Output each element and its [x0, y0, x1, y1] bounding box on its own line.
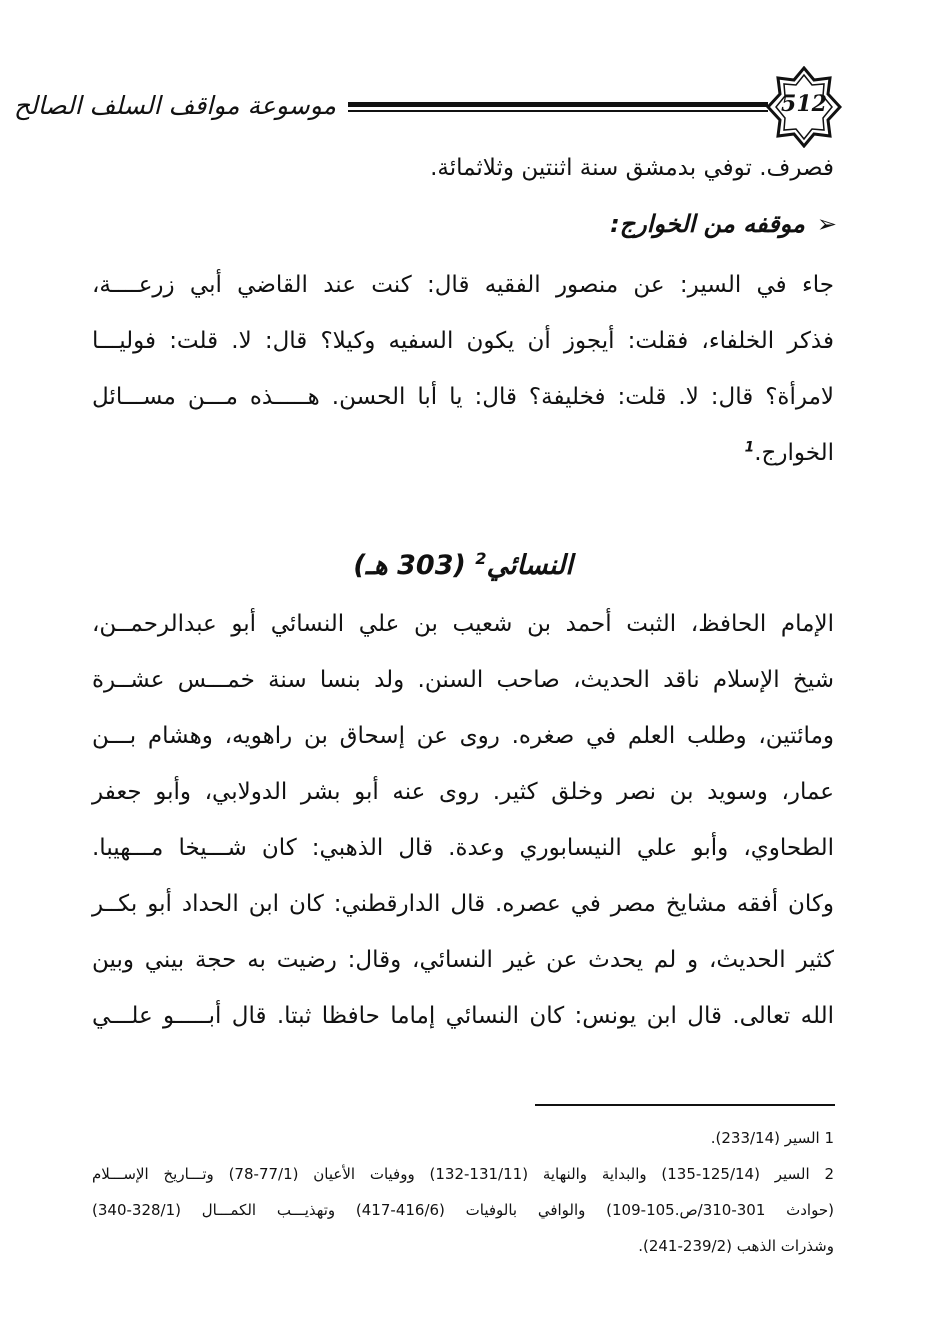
text-line	[92, 425, 834, 481]
header-rule-thin	[348, 110, 768, 112]
text-line: فصرف. توفي بدمشق سنة اثنتين وثلاثمائة.	[430, 155, 834, 181]
header-rule	[348, 102, 768, 113]
footnotes	[92, 1120, 834, 1264]
section-title-nasai	[92, 536, 834, 596]
text-line: فذكر الخلفاء، فقلت: أيجوز أن يكون السفيه وكيلا؟ قال: لا. قلت: فوليـــا	[92, 328, 834, 354]
subheading-khawarij	[610, 196, 837, 252]
paragraph-khawarij	[92, 257, 834, 481]
section-title-year: (303 هـ)	[353, 550, 466, 581]
footnote-separator	[535, 1104, 835, 1106]
text-line: الله تعالى. قال ابن يونس: كان النسائي إماما حافظا ثبتا. قال أبـــــو علـــي	[92, 1003, 834, 1029]
footnote-2-line: (حوادث 301-310/ص.105-109) والوافي بالوفيات (416/6-417) وتهذيـــب الكمـــال (328/1-340)	[92, 1201, 834, 1219]
text-line: جاء في السير: عن منصور الفقيه قال: كنت عند القاضي أبي زرعــــة،	[92, 272, 834, 298]
text-line: عمار، وسويد بن نصر وخلق كثير. روى عنه أبو بشر الدولابي، وأبو جعفر	[92, 779, 834, 805]
text-line: الإمام الحافظ، الثبت أحمد بن شعيب بن علي النسائي أبو عبدالرحمــن،	[92, 611, 834, 637]
text-line: كثير الحديث، و لم يحدث عن غير النسائي، وقال: رضيت به حجة بيني وبين	[92, 947, 834, 973]
arrow-bullet-icon: ➢	[816, 210, 837, 238]
footnote-1: 1 السير (233/14).	[710, 1129, 834, 1147]
text-line: الطحاوي، وأبو علي النيسابوري وعدة. قال الذهبي: كان شـــيخا مـــهيبا.	[92, 835, 834, 861]
page-header	[13, 66, 846, 148]
paragraph-nasai	[92, 596, 834, 1044]
section-title-name: النسائي	[486, 550, 573, 581]
subheading-text: موقفه من الخوارج:	[610, 210, 805, 238]
book-title: موسوعة مواقف السلف الصالح	[13, 91, 336, 120]
page-number: 512	[781, 91, 827, 117]
footnote-ref: 1	[744, 439, 755, 456]
text-line: وكان أفقه مشايخ مصر في عصره. قال الدارقطني: كان ابن الحداد أبو بكــر	[92, 891, 834, 917]
text-line: شيخ الإسلام ناقد الحديث، صاحب السنن. ولد بنسا سنة خمـــس عشــرة	[92, 667, 834, 693]
text-line: لامرأة؟ قال: لا. قلت: فخليفة؟ قال: يا أبا الحسن. هـــــذه مـــن مســـائل	[92, 384, 834, 410]
footnote-ref: 2	[475, 549, 487, 568]
paragraph-top	[92, 140, 834, 196]
footnote-2-line: وشذرات الذهب (239/2-241).	[638, 1237, 834, 1255]
text-fragment: الخوارج.	[754, 440, 834, 466]
header-rule-thick	[348, 102, 768, 107]
text-line: ومائتين، وطلب العلم في صغره. روى عن إسحاق بن راهويه، وهشام بـــن	[92, 723, 834, 749]
page-number-badge	[766, 66, 842, 148]
footnote-2-line: 2 السير (125/14-135) والبداية والنهاية (131/11-132) ووفيات الأعيان (77/1-78) وتـــاريخ الإســـلام	[92, 1165, 835, 1183]
